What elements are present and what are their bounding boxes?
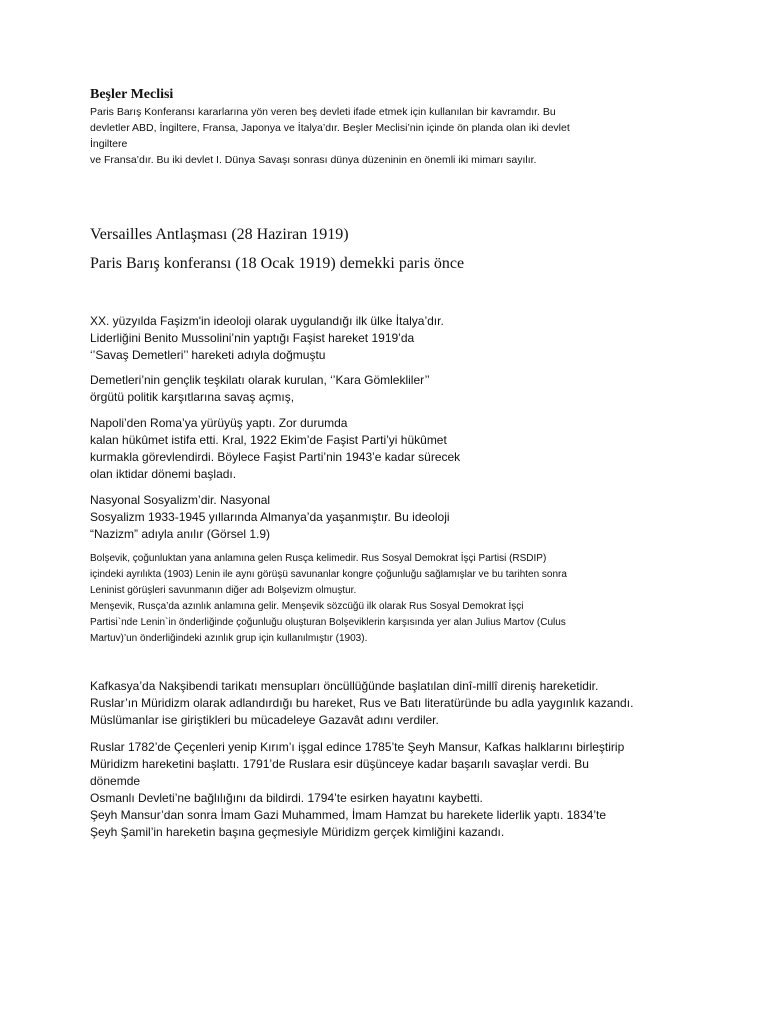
fascism-paragraph-2: [90, 372, 430, 406]
text-line: ve Fransa’dır. Bu iki devlet I. Dünya Savaşı sonrası dünya düzeninin en önemli iki mimarı sayılır.: [90, 154, 537, 166]
bolshevik-paragraph: [90, 551, 567, 647]
text-line: Şeyh Mansur’dan sonra İmam Gazi Muhammed, İmam Hamzat bu harekete liderlik yaptı. 1834’te: [90, 808, 607, 822]
text-line: Menşevik, Rusça’da azınlık anlamına gelir. Menşevik sözcüğü ilk olarak Rus Sosyal Demokrat İşçi: [90, 601, 524, 612]
text-line: Nasyonal Sosyalizm’dir. Nasyonal: [90, 493, 271, 507]
text-line: Bolşevik, çoğunluktan yana anlamına gelen Rusça kelimedir. Rus Sosyal Demokrat İşçi Partisi (RSDIP): [90, 553, 547, 564]
muridism-paragraph-2: [90, 739, 624, 841]
text-line: olan iktidar dönemi başladı.: [90, 467, 237, 481]
text-line: Osmanlı Devleti’ne bağlılığını da bildirdi. 1794’te esirken hayatını kaybetti.: [90, 791, 483, 805]
text-line: ‘’Savaş Demetleri’’ hareketi adıyla doğmuştu: [90, 348, 326, 362]
text-line: “Nazizm” adıyla anılır (Görsel 1.9): [90, 527, 271, 541]
text-line: Partisi`nde Lenin`in önderliğinde çoğunluğu oluşturan Bolşeviklerin karşısında yer alan Julius Martov (Culus: [90, 617, 566, 628]
section-title: Beşler Meclisi: [90, 87, 174, 102]
text-line: Müridizm hareketini başlattı. 1791’de Ruslara esir düşünceye kadar başarılı savaşlar verdi. Bu: [90, 757, 589, 771]
fascism-paragraph-3: [90, 415, 460, 483]
text-line: XX. yüzyılda Faşizm'in ideoloji olarak uygulandığı ilk ülke İtalya’dır.: [90, 314, 444, 328]
text-line: Martuv)’un önderliğindeki azınlık grup için kullanılmıştır (1903).: [90, 633, 368, 644]
text-line: dönemde: [90, 774, 141, 788]
text-line: Müslümanlar ise giriştikleri bu mücadeleye Gazavât adını verdiler.: [90, 713, 439, 727]
versailles-heading: Versailles Antlaşması (28 Haziran 1919): [90, 226, 349, 243]
text-line: Şeyh Şamil’in hareketin başına geçmesiyle Müridizm gerçek kimliğini kazandı.: [90, 825, 505, 839]
fascism-paragraph-1: [90, 313, 444, 364]
text-line: Ruslar’ın Müridizm olarak adlandırdığı bu hareket, Rus ve Batı literatüründe bu adla yaygınlık kazandı.: [90, 696, 634, 710]
text-line: Demetleri’nin gençlik teşkilatı olarak kurulan, ‘’Kara Gömlekliler’’: [90, 373, 430, 387]
text-line: Leninist görüşleri savunmanın diğer adı Bolşevizm olmuştur.: [90, 585, 357, 596]
besler-meclisi-section: [90, 86, 570, 168]
fascism-paragraph-4: [90, 492, 450, 543]
paris-heading: Paris Barış konferansı (18 Ocak 1919) demekki paris önce: [90, 255, 465, 272]
text-line: Napoli’den Roma’ya yürüyüş yaptı. Zor durumda: [90, 416, 348, 430]
section-paragraph: [90, 104, 570, 168]
text-line: Kafkasya’da Nakşibendi tarikatı mensupları öncüllüğünde başlatılan dinî-millî direniş hareketidir.: [90, 679, 599, 693]
text-line: Paris Barış Konferansı kararlarına yön veren beş devleti ifade etmek için kullanılan bir kavramdır. Bu: [90, 106, 556, 118]
text-line: Ruslar 1782’de Çeçenleri yenip Kırım’ı işgal edince 1785’te Şeyh Mansur, Kafkas halklarını birleştirip: [90, 740, 625, 754]
text-line: kurmakla görevlendirdi. Böylece Faşist Parti’nin 1943’e kadar sürecek: [90, 450, 461, 464]
text-line: İngiltere: [90, 138, 128, 150]
text-line: devletler ABD, İngiltere, Fransa, Japonya ve İtalya’dır. Beşler Meclisi’nin içinde ön planda olan iki devlet: [90, 122, 570, 134]
text-line: içindeki ayrılıkta (1903) Lenin ile aynı görüşü savunanlar kongre çoğunluğu sağlamışlar ve bu tarihten sonra: [90, 569, 567, 580]
text-line: Liderliğini Benito Mussolini’nin yaptığı Faşist hareket 1919’da: [90, 331, 415, 345]
text-line: Sosyalizm 1933-1945 yıllarında Almanya’da yaşanmıştır. Bu ideoloji: [90, 510, 450, 524]
text-line: kalan hükûmet istifa etti. Kral, 1922 Ekim’de Faşist Parti’yi hükûmet: [90, 433, 447, 447]
muridism-paragraph-1: [90, 678, 633, 729]
text-line: örgütü politik karşıtlarına savaş açmış,: [90, 390, 295, 404]
